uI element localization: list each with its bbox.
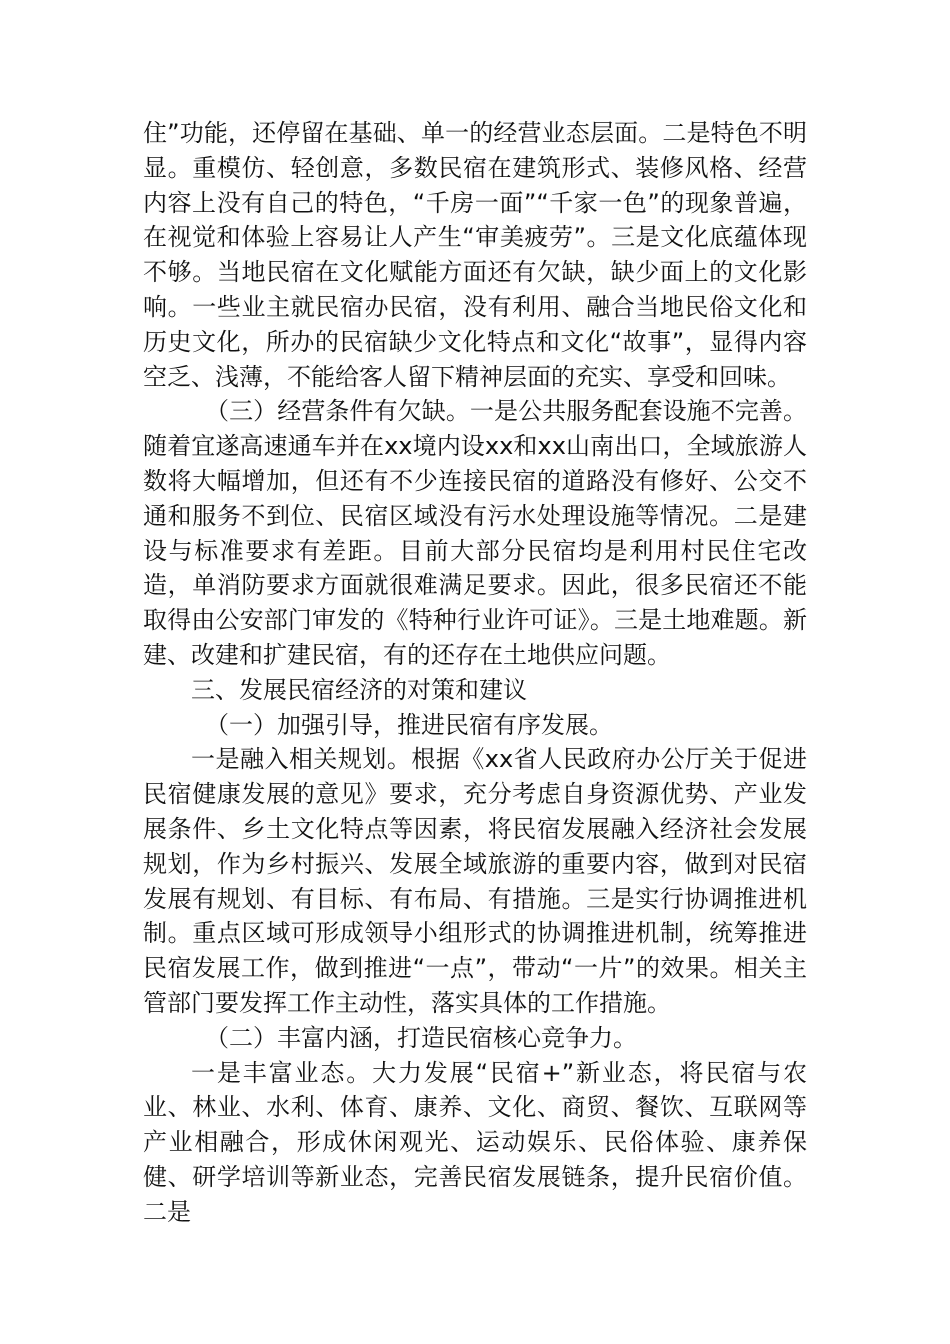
paragraph-business-forms: 一是丰富业态。大力发展“民宿+”新业态，将民宿与农业、林业、水利、体育、康养、文化、商贸、餐饮、互联网等产业相融合，形成休闲观光、运动娱乐、民俗体验、康养保健、研学培训等新业态，完善民宿发展链条，提升民宿价值。二是 [143, 1058, 807, 1226]
document-body [143, 116, 807, 1230]
subheading-competitiveness: （二）丰富内涵，打造民宿核心竞争力。 [205, 1023, 637, 1052]
subheading-guidance: （一）加强引导，推进民宿有序发展。 [205, 710, 613, 739]
paragraph-planning: 一是融入相关规划。根据《xx省人民政府办公厅关于促进民宿健康发展的意见》要求，充分考虑自身资源优势、产业发展条件、乡土文化特点等因素，将民宿发展融入经济社会发展规划，作为乡村振兴、发展全域旅游的重要内容，做到对民宿发展有规划、有目标、有布局、有措施。三是实行协调推进机制。重点区域可形成领导小组形式的协调推进机制，统筹推进民宿发展工作，做到推进“一点”，带动“一片”的效果。相关主管部门要发挥工作主动性，落实具体的工作措施。 [143, 745, 807, 1017]
section-heading-countermeasures: 三、发展民宿经济的对策和建议 [191, 675, 527, 704]
paragraph-culture-issues: 住”功能，还停留在基础、单一的经营业态层面。二是特色不明显。重模仿、轻创意，多数民宿在建筑形式、装修风格、经营内容上没有自己的特色，“千房一面”“千家一色”的现象普遍，在视觉和体验上容易让人产生“审美疲劳”。三是文化底蕴体现不够。当地民宿在文化赋能方面还有欠缺，缺少面上的文化影响。一些业主就民宿办民宿，没有利用、融合当地民俗文化和历史文化，所办的民宿缺少文化特点和文化“故事”，显得内容空乏、浅薄，不能给客人留下精神层面的充实、享受和回味。 [143, 119, 807, 391]
paragraph-operating-conditions: （三）经营条件有欠缺。一是公共服务配套设施不完善。随着宜遂高速通车并在xx境内设xx和xx山南出口，全域旅游人数将大幅增加，但还有不少连接民宿的道路没有修好、公交不通和服务不到位、民宿区域没有污水处理设施等情况。二是建设与标准要求有差距。目前大部分民宿均是利用村民住宅改造，单消防要求方面就很难满足要求。因此，很多民宿还不能取得由公安部门审发的《特种行业许可证》。三是土地难题。新建、改建和扩建民宿，有的还存在土地供应问题。 [143, 397, 807, 669]
